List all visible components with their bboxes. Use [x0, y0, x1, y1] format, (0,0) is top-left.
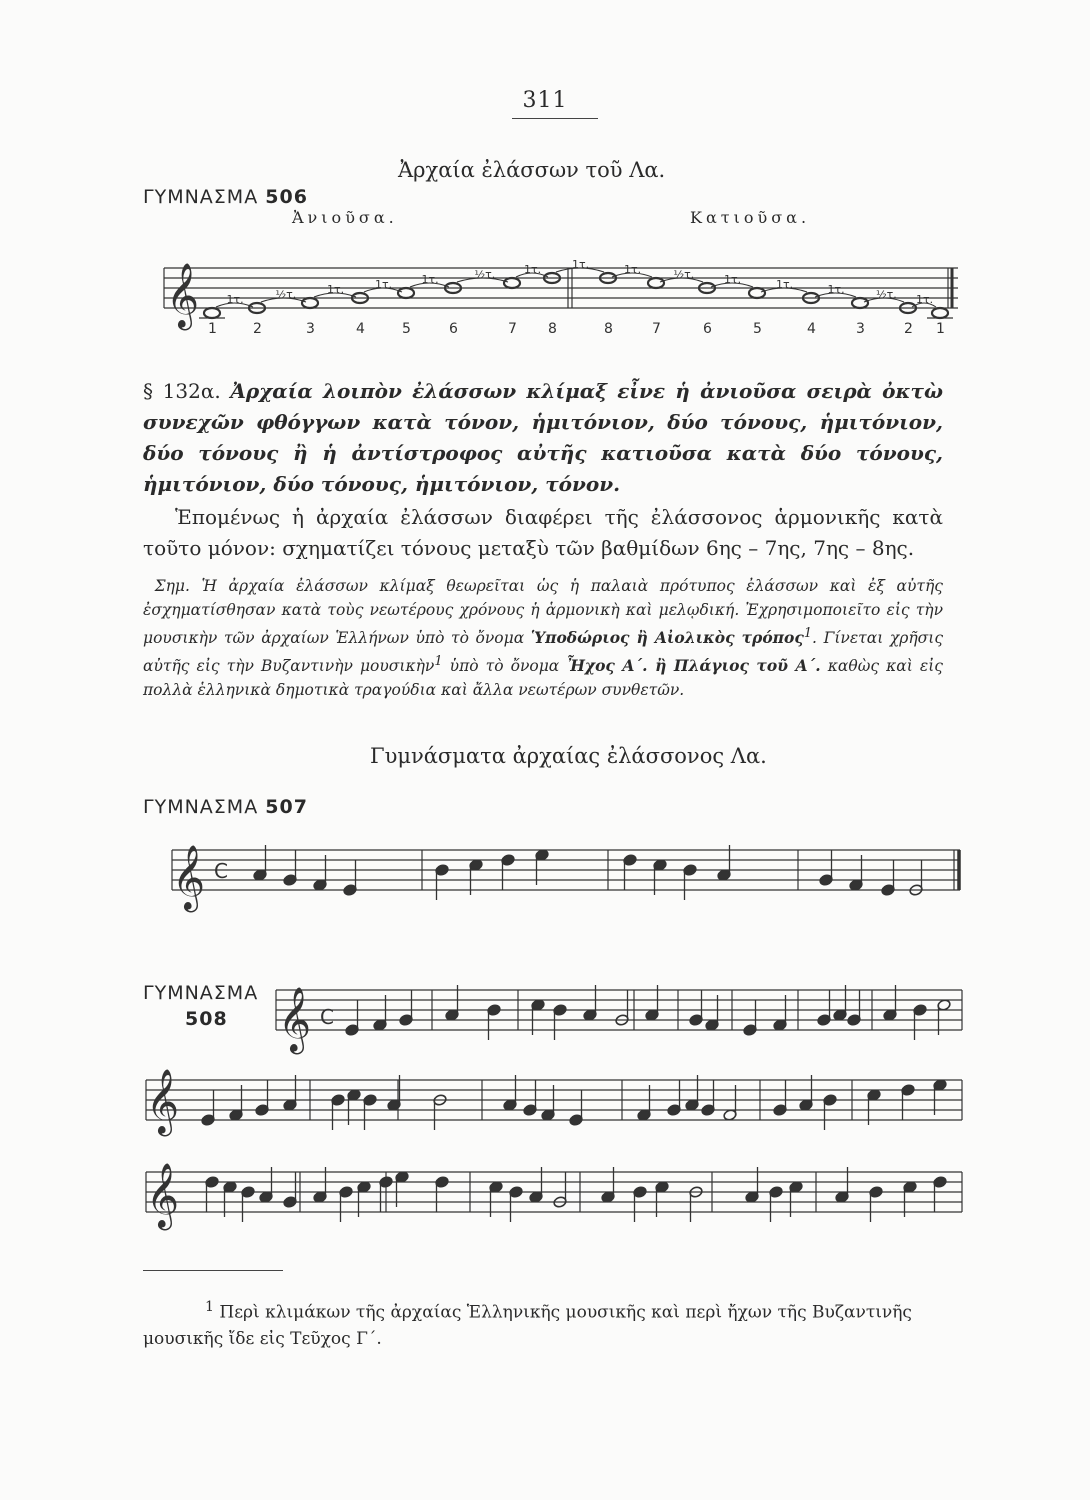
ex507-number: 507: [265, 796, 308, 818]
note-footnote-mark-2: 1: [434, 654, 443, 670]
interval-label: 1τ.: [524, 263, 542, 276]
ex508-time-signature: C: [320, 1005, 334, 1029]
scale-note: [504, 278, 520, 288]
ex506-ascending-label: Ἀνιοῦσα.: [292, 208, 398, 227]
scale-degree: 3: [856, 321, 865, 337]
interval-label: 1τ.: [916, 293, 934, 306]
ex508-staff-1: [140, 968, 970, 1060]
interval-label: 1τ.: [375, 278, 393, 291]
scale-note: [648, 278, 664, 288]
ex508-label-text: ΓΥΜΝΑΣΜΑ: [143, 982, 259, 1004]
footnote-mark: 1: [205, 1299, 215, 1315]
scale-degree: 4: [356, 321, 365, 337]
interval-label: ½τ.: [474, 268, 496, 281]
interval-label: ½τ.: [673, 268, 695, 281]
scale-degree: 3: [306, 321, 315, 337]
ex506-title: Ἀρχαία ἐλάσσων τοῦ Λα.: [398, 158, 666, 182]
treble-clef-icon: 𝄞: [166, 263, 200, 328]
ex506-label-text: ΓΥΜΝΑΣΜΑ: [143, 186, 259, 208]
section-132a: [143, 376, 943, 500]
scale-degree: 1: [936, 321, 945, 337]
footnote-text: Περὶ κλιμάκων τῆς ἀρχαίας Ἑλληνικῆς μουσικῆς καὶ περὶ ἤχων τῆς Βυζαντινῆς μουσικῆς ἴδε εἰς Τεῦχος Γ΄.: [143, 1302, 912, 1349]
note-text: Ἡ ἀρχαία ἐλάσσων κλίμαξ θεωρεῖται ὡς ἡ παλαιὰ πρότυπος ἐλάσσων καὶ ἐξ αὐτῆς ἐσχηματίσθησαν κατὰ τοὺς νεωτέρους χρόνους ἡ ἁρμονικὴ καὶ μελῳδική. Ἐχρησιμοποιεῖτο εἰς τὴν μουσικὴν τῶν ἀρχαίων Ἑλλήνων ὑπὸ τὸ ὄνομα: [143, 577, 943, 648]
interval-label: 1τ.: [572, 258, 590, 271]
ex507-time-signature: C: [214, 859, 228, 883]
interval-label: ½τ.: [876, 288, 897, 301]
ex506-descending-label: Κατιοῦσα.: [690, 208, 811, 227]
footnote-rule: [143, 1270, 283, 1271]
scale-note: [204, 308, 220, 318]
ex508-number: 508: [185, 1008, 228, 1030]
note-text2: Γίνεται χρῆσις αὐτῆς εἰς τὴν Βυζαντινὴν μουσικὴν: [143, 629, 944, 676]
note-footnote-mark-1: 1: [803, 626, 813, 641]
page-number-rule: [512, 118, 598, 119]
ex506-intervals: [216, 258, 936, 307]
scale-degree: 6: [703, 321, 712, 337]
interval-label: 1τ.: [421, 273, 439, 286]
treble-clef-icon: 𝄞: [172, 845, 206, 910]
section-mark: § 132α.: [143, 379, 221, 403]
ex507-staff: [140, 818, 970, 918]
section-consequence: Ἑπομένως ἡ ἀρχαία ἐλάσσων διαφέρει τῆς ἐλάσσονος ἁρμονικῆς κατὰ τοῦτο μόνον: σχηματίζει τόνους μεταξὺ τῶν βαθμίδων 6ης – 7ης, 7ης – 8ης.: [143, 505, 943, 560]
note-block: Σημ. Ἡ ἀρχαία ἐλάσσων κλίμαξ θεωρεῖται ὡς ἡ παλαιὰ πρότυπος ἐλάσσων καὶ ἐξ αὐτῆς ἐσχηματίσθησαν κατὰ τοὺς νεωτέρους χρόνους ἡ ἁρμονικὴ καὶ μελῳδική. Ἐχρησιμοποιεῖτο εἰς τὴν μουσικὴν τῶν ἀρχαίων Ἑλλήνων ὑπὸ τὸ ὄνομα Ὑποδώριος ἢ Αἰολικὸς τρόπος$^1$. Γίνεται χρῆσις αὐτῆς εἰς τὴν Βυζαντινὴν μουσικὴν$^1$ ὑπὸ τὸ ὄνομα Ἦχος Α΄. ἢ Πλάγιος τοῦ Α΄. καθὼς καὶ εἰς πολλὰ ἑλληνικὰ δημοτικὰ τραγούδια καὶ ἄλλα νεωτέρων συνθετῶν.: [143, 577, 944, 700]
scale-degree: 4: [807, 321, 816, 337]
scale-degree: 2: [253, 321, 262, 337]
treble-clef-icon: 𝄞: [146, 1069, 180, 1134]
ex508-notes-3: [205, 1167, 947, 1222]
note-abbr: Σημ.: [154, 577, 190, 595]
scale-degree: 2: [904, 321, 913, 337]
ex508-notes-1: [345, 985, 951, 1040]
ex507-label-text: ΓΥΜΝΑΣΜΑ: [143, 796, 259, 818]
ex507-label: [143, 796, 308, 818]
interval-label: ½τ.: [275, 288, 297, 301]
interval-label: 1τ.: [776, 278, 794, 291]
interval-label: 1τ.: [724, 273, 742, 286]
note-text3: ὑπὸ τὸ ὄνομα: [449, 657, 560, 676]
interval-label: 1τ.: [327, 283, 345, 296]
ex508-staff-2: [140, 1058, 970, 1140]
ex508-notes-2: [201, 1075, 947, 1130]
interval-label: 1τ.: [226, 293, 244, 306]
scale-degree: 8: [604, 321, 613, 337]
section-definition: Ἀρχαία λοιπὸν ἐλάσσων κλίμαξ εἶνε ἡ ἀνιοῦσα σειρὰ ὀκτὼ συνεχῶν φθόγγων κατὰ τόνον, ἡμιτόνιον, δύο τόνους, ἡμιτόνιον, δύο τόνους ἢ ἡ ἀντίστροφος αὐτῆς κατιοῦσα κατὰ δύο τόνους, ἡμιτόνιον, δύο τόνους, ἡμιτόνιον, τόνον.: [143, 379, 943, 496]
interval-label: 1τ.: [827, 283, 845, 296]
scale-degree: 1: [208, 321, 217, 337]
scale-degree: 5: [402, 321, 411, 337]
ex508-staff-3: [140, 1150, 970, 1240]
scale-degree: 6: [449, 321, 458, 337]
interval-label: 1τ.: [624, 263, 642, 276]
exercises-heading: Γυμνάσματα ἀρχαίας ἐλάσσονος Λα.: [370, 744, 767, 768]
ex507-notes: [253, 845, 923, 900]
ex506-number: 506: [265, 186, 308, 208]
scale-note: [749, 288, 765, 298]
ex506-label: [143, 186, 308, 208]
scale-note: [398, 288, 414, 298]
ex506-staff: [140, 232, 970, 344]
page-number: 311: [522, 88, 568, 113]
scale-note: [302, 298, 318, 308]
scale-degree: 7: [508, 321, 517, 337]
note-text4: καθὼς καὶ εἰς πολλὰ ἑλληνικὰ δημοτικὰ τραγούδια καὶ ἄλλα νεωτέρων συνθετῶν.: [143, 657, 943, 700]
scale-degree: 8: [548, 321, 557, 337]
scale-note: [932, 308, 948, 318]
scale-degree: 5: [753, 321, 762, 337]
ex506-degrees: [208, 321, 945, 337]
treble-clef-icon: 𝄞: [146, 1163, 180, 1228]
treble-clef-icon: 𝄞: [278, 987, 312, 1052]
footnote: [143, 1294, 963, 1352]
note-echos-name: Ἦχος Α΄. ἢ Πλάγιος τοῦ Α΄.: [566, 656, 821, 676]
scale-degree: 7: [652, 321, 661, 337]
scale-note: [852, 298, 868, 308]
note-mode-name: Ὑποδώριος ἢ Αἰολικὸς τρόπος: [530, 628, 804, 648]
